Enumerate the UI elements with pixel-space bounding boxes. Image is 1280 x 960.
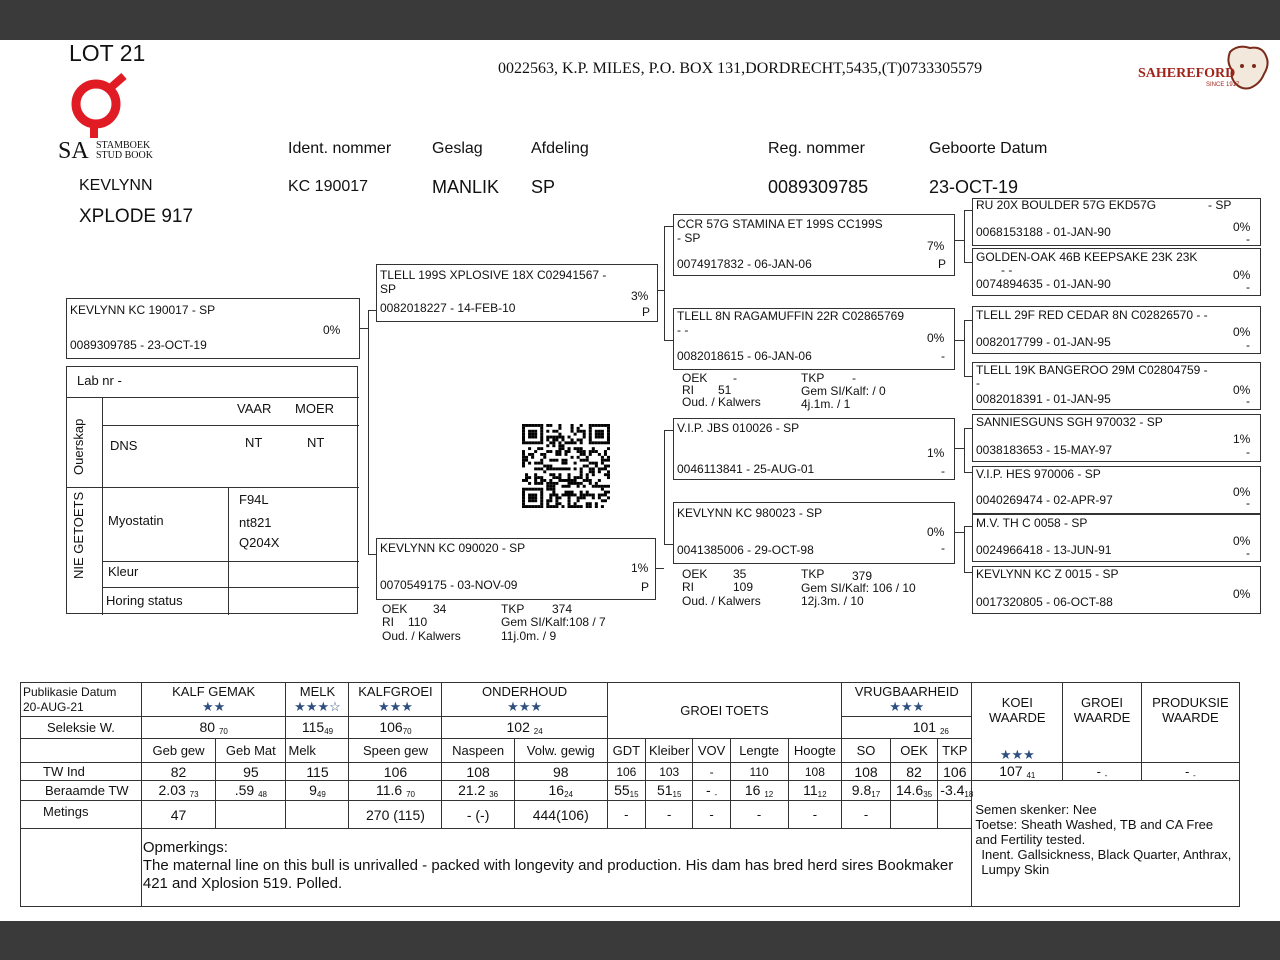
animal-name-2: XPLODE 917 [79, 206, 194, 227]
sire-box: TLELL 199S XPLOSIVE 18X C02941567 - SP 3% 0082018227 - 14-FEB-10 P [376, 264, 658, 322]
breeder-info: 0022563, K.P. MILES, P.O. BOX 131,DORDRECHT,5435,(T)0733305579 [498, 60, 983, 77]
ouerskap-label: Ouerskap [71, 418, 86, 475]
subject-box: KEVLYNN KC 190017 - SP 0% 0089309785 - 23-OCT-19 [66, 298, 360, 359]
myostatin-label: Myostatin [108, 513, 164, 528]
dam-box: KEVLYNN KC 090020 - SP 1% 0070549175 - 03-NOV-09 P [376, 538, 656, 600]
performance-table: Publikasie Datum 20-AUG-21 KALF GEMAK ★★ MELK ★★★☆ KALFGROEI ★★★ ONDERHOUD ★★★ GROEI TOETS VRUGBAARHEID ★★★ KOEI WAARDE ★★★ GROEI WAARDE PRODUKSIE WAARDE Seleksie W. 80 $_{70}$ $115_{49}$ $106_{70}$ 102 $_{24}$ 101 $_{26}$ Geb gew Geb Mat Melk Speen gew Naspeen Volw. gewig GDT Kleiber VOV Lengte Hoogte SO OEK TKP TW Ind 82 95 115 106 108 98 106 103 - 110 108 108 82 106 107 $_{41}$ - $_-$ - $_-$ Beraamde TW 2.03 $_{73}$ .59 $_{48}$ $9_{49}$ 11.6 $_{70}$ 21.2 $_{36}$ $16_{24}$ $55_{15}$ $51_{15}$ - $_-$ 16 $_{12}$ $11_{12}$ $9.8_{17}$ $14.6_{35}$ $-3.4_{18}$ Metings 47 270 (115) - (-) 444(106) - - - - - - Semen skenker: Nee Toetse: Sheath Washed, TB and CA Free and Fertility tested. Inent. Gallsickness, Black Quarter, Anthrax, Lumpy Skin Opmerkings: The maternal line on this bull is unrivalled - packed with longevity and production. His dam has bred herd sires Bookmaker 421 and Xplosion 519. Polled. [20, 682, 1240, 907]
top-bar [0, 0, 1280, 40]
nie-getoets-label: NIE GETOETS [71, 491, 86, 579]
kleur-label: Kleur [108, 564, 139, 579]
kalf-gemak-header: KALF GEMAK ★★ [141, 683, 286, 717]
horing-label: Horing status [106, 593, 183, 608]
ident-header: Ident. nommer [288, 140, 392, 157]
dam-stats: OEK 34 TKP 374 RI 110 Gem SI/Kalf:108 / 7 Oud. / Kalwers 11j.0m. / 9 [382, 602, 606, 643]
logo-studbook-text: STAMBOEK STUD BOOK [96, 140, 153, 161]
logo-sa-text: SA [58, 138, 89, 164]
ggp-box-8: KEVLYNN KC Z 0015 - SP 0% 0017320805 - 06-OCT-88 [972, 566, 1261, 614]
gp-sire-sire-box: CCR 57G STAMINA ET 199S CC199S - SP 7% 0074917832 - 06-JAN-06 P [673, 214, 955, 276]
onderhoud-header: ONDERHOUD ★★★ [442, 683, 607, 717]
kalfgroei-header: KALFGROEI ★★★ [349, 683, 442, 717]
dns-label: DNS [110, 438, 138, 453]
moer-label: MOER [295, 401, 334, 416]
gp-dam-dam-stats: OEK 35 TKP 379 RI 109 Gem SI/Kalf: 106 / 10 Oud. / Kalwers 12j.3m. / 10 [682, 567, 916, 608]
dept-header: Afdeling [531, 140, 589, 157]
ggp-box-6: V.I.P. HES 970006 - SP 0% 0040269474 - 02-APR-97 - [972, 466, 1261, 514]
groei-toets-header: GROEI TOETS [607, 683, 841, 739]
ggp-box-3: TLELL 29F RED CEDAR 8N C02826570 - - 0% 0082017799 - 01-JAN-95 - [972, 306, 1261, 354]
studbook-logo-icon [70, 74, 132, 145]
koei-waarde-header: KOEI WAARDE ★★★ [972, 683, 1063, 763]
ggp-box-1: RU 20X BOULDER 57G EKD57G - SP 0% 0068153188 - 01-JAN-90 - [972, 198, 1261, 246]
gp-sire-dam-box: TLELL 8N RAGAMUFFIN 22R C02865769 - - 0% 0082018615 - 06-JAN-06 - [673, 308, 955, 370]
produksie-waarde-header: PRODUKSIE WAARDE [1141, 683, 1239, 763]
animal-name-1: KEVLYNN [79, 177, 153, 194]
ggp-box-5: SANNIESGUNS SGH 970032 - SP 1% 0038183653 - 15-MAY-97 - [972, 414, 1261, 462]
gp-dam-sire-box: V.I.P. JBS 010026 - SP 1% 0046113841 - 25-AUG-01 - [673, 418, 955, 480]
melk-header: MELK ★★★☆ [286, 683, 349, 717]
qr-code-icon [522, 424, 610, 513]
myostatin-value-3: Q204X [239, 535, 280, 550]
pub-date-cell: Publikasie Datum 20-AUG-21 [21, 683, 142, 717]
ggp-box-4: TLELL 19K BANGEROO 29M C02804759 - - 0% 0082018391 - 01-JAN-95 - [972, 362, 1261, 410]
myostatin-value-2: nt821 [239, 515, 272, 530]
tests-panel [66, 366, 358, 614]
bottom-bar [0, 921, 1280, 960]
lab-number: Lab nr - [77, 373, 122, 388]
animal-sex: MANLIK [432, 177, 500, 197]
sex-header: Geslag [432, 140, 483, 157]
dns-moer: NT [307, 435, 325, 450]
animal-dob: 23-OCT-19 [929, 177, 1019, 197]
ggp-box-2: GOLDEN-OAK 46B KEEPSAKE 23K 23K - - 0% 0074894635 - 01-JAN-90 - [972, 248, 1261, 296]
reg-header: Reg. nommer [768, 140, 865, 157]
dob-header: Geboorte Datum [929, 140, 1048, 157]
animal-ident: KC 190017 [288, 178, 369, 195]
ggp-box-7: M.V. TH C 0058 - SP 0% 0024966418 - 13-JUN-91 - [972, 514, 1261, 562]
notes-cell: Semen skenker: Nee Toetse: Sheath Washed, TB and CA Free and Fertility tested. Inent. Gallsickness, Black Quarter, Anthrax, Lumpy Skin [972, 801, 1240, 907]
vaar-label: VAAR [237, 401, 272, 416]
seleksie-label: Seleksie W. [21, 717, 142, 739]
myostatin-value-1: F94L [239, 492, 269, 507]
gp-dam-dam-box: KEVLYNN KC 980023 - SP 0% 0041385006 - 29-OCT-98 - [673, 502, 955, 564]
animal-reg: 0089309785 [768, 177, 869, 197]
lot-number: LOT 21 [69, 40, 146, 66]
vrugbaarheid-header: VRUGBAARHEID ★★★ [842, 683, 972, 717]
groei-waarde-header: GROEI WAARDE [1063, 683, 1142, 763]
gp-sire-dam-stats: OEK - TKP - RI 51 Gem SI/Kalf: / 0 Oud. / Kalwers 4j.1m. / 1 [682, 371, 886, 411]
remarks-cell: Opmerkings: The maternal line on this bull is unrivalled - packed with longevity and production. His dam has bred herd sires Bookmaker 421 and Xplosion 519. Polled. [141, 829, 972, 907]
hereford-logo: SAHEREFORD SINCE 1917 [1138, 44, 1272, 94]
animal-dept: SP [531, 177, 556, 197]
dns-vaar: NT [245, 435, 263, 450]
